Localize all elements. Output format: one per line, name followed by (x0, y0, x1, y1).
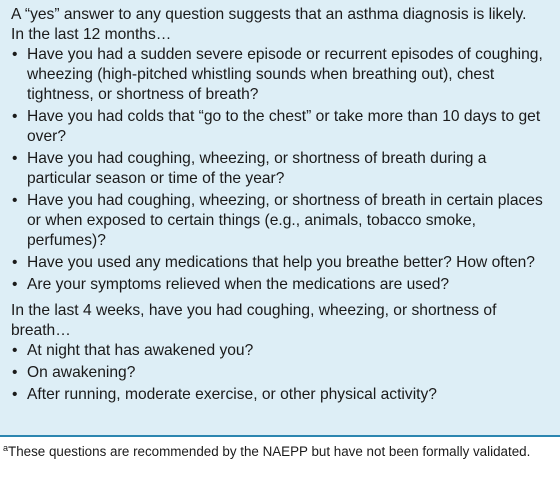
section1-list (11, 45, 552, 295)
bullet-icon: • (12, 276, 18, 293)
question-text: Are your symptoms relieved when the medications are used? (27, 276, 450, 293)
question-text: Have you had coughing, wheezing, or shortness of breath in certain places or when exposed to certain things (e.g., animals, tobacco smoke, perfumes)? (27, 192, 543, 249)
question-text: Have you had coughing, wheezing, or shortness of breath during a particular season or time of the year? (27, 150, 487, 187)
bullet-icon: • (12, 150, 18, 167)
question-text: On awakening? (27, 364, 136, 381)
bullet-icon: • (12, 192, 18, 209)
list-item (11, 149, 552, 189)
list-item (11, 385, 552, 405)
question-text: At night that has awakened you? (27, 342, 254, 359)
bullet-icon: • (12, 46, 18, 63)
bullet-icon: • (12, 364, 18, 381)
bullet-icon: • (12, 342, 18, 359)
intro-text: A “yes” answer to any question suggests that an asthma diagnosis is likely. (11, 6, 527, 23)
list-item (11, 363, 552, 383)
list-item (11, 341, 552, 361)
footnote-text: These questions are recommended by the NAEPP but have not been formally validated. (8, 444, 531, 459)
list-item (11, 45, 552, 105)
question-text: Have you had a sudden severe episode or recurrent episodes of coughing, wheezing (high-pitched whistling sounds when breathing out), chest tightness, or shortness of breath? (27, 46, 543, 103)
list-item (11, 253, 552, 273)
question-text: After running, moderate exercise, or other physical activity? (27, 386, 437, 403)
section2-heading: In the last 4 weeks, have you had coughing, wheezing, or shortness of breath… (11, 302, 497, 339)
section2-list (11, 341, 552, 405)
question-text: Have you used any medications that help you breathe better? How often? (27, 254, 535, 271)
list-item (11, 107, 552, 147)
section1-heading: In the last 12 months… (11, 26, 172, 43)
bullet-icon: • (12, 254, 18, 271)
list-item (11, 191, 552, 251)
footnote (3, 443, 555, 460)
list-item (11, 275, 552, 295)
footnote-marker: a (3, 443, 9, 453)
bullet-icon: • (12, 386, 18, 403)
question-text: Have you had colds that “go to the chest” or take more than 10 days to get over? (27, 108, 541, 145)
bullet-icon: • (12, 108, 18, 125)
